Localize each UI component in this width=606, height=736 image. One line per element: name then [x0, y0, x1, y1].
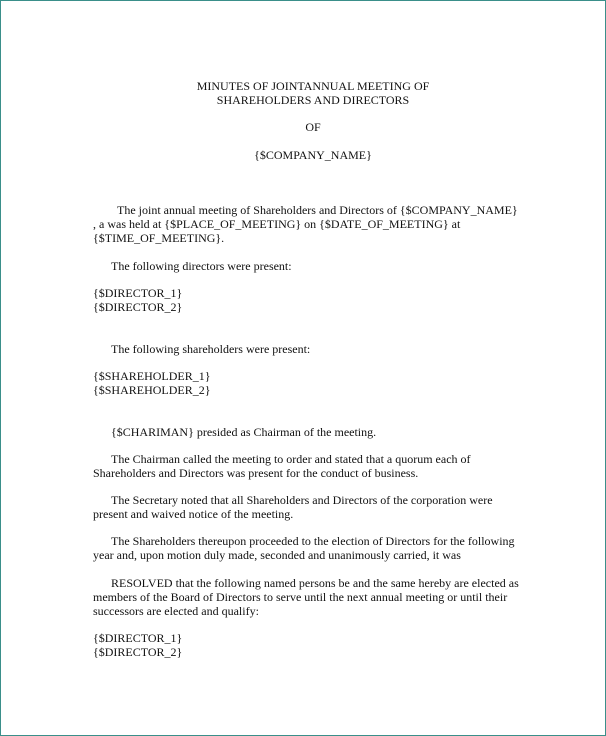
- director-present-2: {$DIRECTOR_2}: [93, 300, 183, 314]
- quorum-line-2: Shareholders and Directors was present for the conduct of business.: [93, 466, 419, 480]
- intro-line-1: The joint annual meeting of Shareholders and Directors of {$COMPANY_NAME}: [117, 203, 518, 217]
- resolved-line-1: RESOLVED that the following named persons be and the same hereby are elected as: [111, 576, 519, 590]
- resolved-line-2: members of the Board of Directors to serve until the next annual meeting or until their: [93, 590, 508, 604]
- title-line-1: MINUTES OF JOINTANNUAL MEETING OF: [196, 79, 430, 93]
- intro-line-2: , a was held at {$PLACE_OF_MEETING} on {$DATE_OF_MEETING} at: [93, 217, 461, 231]
- intro-line-3: {$TIME_OF_MEETING}.: [93, 231, 225, 245]
- company-name: {$COMPANY_NAME}: [254, 148, 372, 162]
- resolved-line-3: successors are elected and qualify:: [93, 604, 259, 618]
- quorum-line-1: The Chairman called the meeting to order and stated that a quorum each of: [111, 452, 471, 466]
- elected-director-2: {$DIRECTOR_2}: [93, 645, 183, 659]
- title-line-2: SHAREHOLDERS AND DIRECTORS: [216, 93, 410, 107]
- chairman-line: {$CHARIMAN} presided as Chairman of the meeting.: [111, 425, 377, 439]
- secretary-line-1: The Secretary noted that all Shareholders and Directors of the corporation were: [111, 493, 493, 507]
- secretary-line-2: present and waived notice of the meeting.: [93, 507, 294, 521]
- election-line-1: The Shareholders thereupon proceeded to the election of Directors for the following: [111, 534, 515, 548]
- shareholder-present-2: {$SHAREHOLDER_2}: [93, 383, 211, 397]
- title-of: OF: [305, 120, 321, 134]
- directors-present-label: The following directors were present:: [111, 259, 292, 273]
- shareholder-present-1: {$SHAREHOLDER_1}: [93, 369, 211, 383]
- elected-director-1: {$DIRECTOR_1}: [93, 631, 183, 645]
- election-line-2: year and, upon motion duly made, seconded and unanimously carried, it was: [93, 548, 461, 562]
- shareholders-present-label: The following shareholders were present:: [111, 342, 311, 356]
- director-present-1: {$DIRECTOR_1}: [93, 286, 183, 300]
